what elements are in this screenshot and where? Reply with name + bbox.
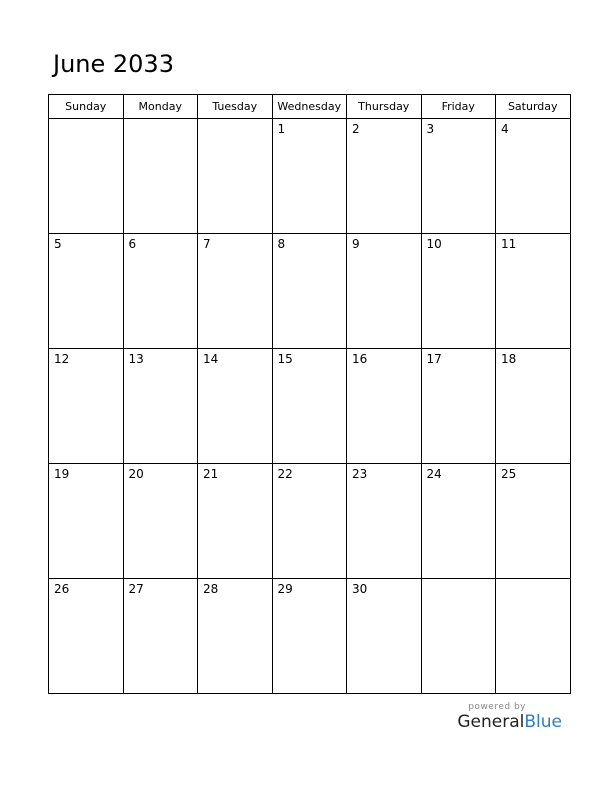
day-cell <box>272 349 347 464</box>
day-cell <box>49 464 124 579</box>
day-cell <box>123 579 198 694</box>
day-cell <box>123 464 198 579</box>
day-cell <box>49 579 124 694</box>
day-cell <box>49 234 124 349</box>
day-number: 25 <box>501 467 517 481</box>
day-cell <box>272 579 347 694</box>
day-cell <box>272 464 347 579</box>
week-row <box>49 119 571 234</box>
day-number: 2 <box>352 122 360 136</box>
day-cell <box>198 464 273 579</box>
day-cell <box>421 464 496 579</box>
day-number: 8 <box>277 237 286 251</box>
day-cell <box>421 119 496 234</box>
day-number <box>49 119 123 122</box>
day-cell <box>347 234 422 349</box>
brand-general: General <box>457 712 525 732</box>
day-cell <box>496 349 571 464</box>
day-number: 27 <box>128 582 144 596</box>
day-cell <box>347 119 422 234</box>
day-cell <box>421 234 496 349</box>
day-number: 7 <box>203 237 211 251</box>
weekday-header: Tuesday <box>198 95 273 119</box>
day-cell <box>198 119 273 234</box>
day-number: 12 <box>54 352 70 366</box>
day-cell <box>49 119 124 234</box>
day-number: 30 <box>352 582 368 596</box>
brand-blue: Blue <box>524 712 562 732</box>
weekday-header: Friday <box>421 95 496 119</box>
day-number: 14 <box>203 352 219 366</box>
day-number <box>124 119 198 122</box>
day-number: 15 <box>277 352 293 366</box>
day-number: 26 <box>54 582 70 596</box>
day-number: 28 <box>203 582 219 596</box>
day-number: 10 <box>426 237 442 251</box>
day-cell <box>496 579 571 694</box>
day-cell <box>421 349 496 464</box>
day-cell <box>49 349 124 464</box>
day-number: 21 <box>203 467 219 481</box>
day-number <box>496 579 570 582</box>
page-title: June 2033 <box>53 50 174 78</box>
day-cell <box>347 349 422 464</box>
day-cell <box>496 464 571 579</box>
week-row <box>49 464 571 579</box>
day-number: 13 <box>128 352 144 366</box>
day-number <box>198 119 272 122</box>
week-row <box>49 349 571 464</box>
day-number: 1 <box>277 122 286 136</box>
day-cell <box>123 234 198 349</box>
day-number: 4 <box>501 122 509 136</box>
day-number: 17 <box>426 352 442 366</box>
day-cell <box>496 234 571 349</box>
weekday-header: Monday <box>123 95 198 119</box>
day-number: 19 <box>54 467 70 481</box>
day-number: 3 <box>426 122 435 136</box>
day-number: 23 <box>352 467 368 481</box>
calendar-grid <box>48 94 571 694</box>
day-number: 18 <box>501 352 517 366</box>
weekday-header: Wednesday <box>272 95 347 119</box>
weekday-header: Thursday <box>347 95 422 119</box>
day-number: 5 <box>54 237 62 251</box>
day-number: 20 <box>128 467 144 481</box>
day-cell <box>421 579 496 694</box>
day-cell <box>347 579 422 694</box>
weekday-header: Saturday <box>496 95 571 119</box>
day-number: 24 <box>426 467 442 481</box>
day-cell <box>347 464 422 579</box>
day-cell <box>272 234 347 349</box>
day-cell <box>123 349 198 464</box>
day-cell <box>496 119 571 234</box>
week-row <box>49 234 571 349</box>
day-number: 16 <box>352 352 368 366</box>
day-number: 6 <box>128 237 137 251</box>
day-number <box>422 579 496 582</box>
day-cell <box>198 579 273 694</box>
day-number: 22 <box>277 467 293 481</box>
day-cell <box>272 119 347 234</box>
powered-by-text: powered by <box>468 702 526 712</box>
day-cell <box>123 119 198 234</box>
day-number: 11 <box>501 237 517 251</box>
generalblue-logo <box>457 702 562 732</box>
weekday-header: Sunday <box>49 95 124 119</box>
day-number: 29 <box>277 582 293 596</box>
week-row <box>49 579 571 694</box>
day-number: 9 <box>352 237 360 251</box>
day-cell <box>198 349 273 464</box>
day-cell <box>198 234 273 349</box>
brand-name <box>457 712 562 732</box>
weekday-header-row <box>49 95 571 119</box>
